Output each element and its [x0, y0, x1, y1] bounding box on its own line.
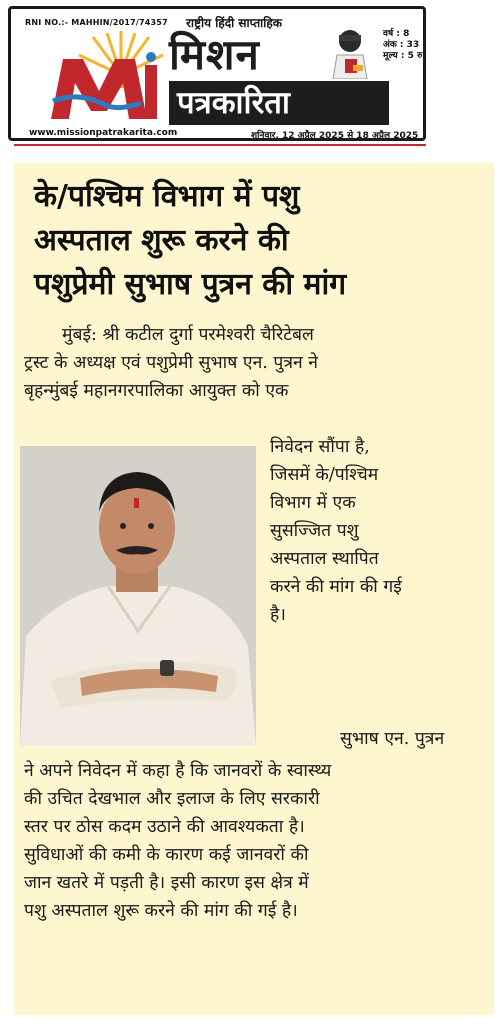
body-line: ने अपने निवेदन में कहा है कि जानवरों के स्वास्थ्य [24, 761, 332, 781]
masthead-divider [14, 144, 426, 146]
paragraph-2-side [340, 725, 490, 753]
news-article [14, 163, 494, 1015]
issue-number: अंक : 33 [383, 40, 420, 50]
paragraph-1-side [270, 433, 490, 629]
body-line: मुंबई: श्री कटील दुर्गा परमेश्वरी चैरिटेबल [62, 325, 314, 345]
issue-year: वर्ष : 8 [383, 29, 410, 39]
masthead [8, 6, 426, 141]
body-line: स्तर पर ठोस कदम उठाने की आवश्यकता है। [24, 817, 305, 837]
m-logo-icon [49, 51, 161, 121]
body-line: पशु अस्पताल शुरू करने की मांग की गई है। [24, 901, 298, 921]
rni-number: RNI NO.:- MAHHIN/2017/74357 [25, 18, 168, 27]
paragraph-2 [24, 757, 488, 925]
headline-line: पशुप्रेमी सुभाष पुत्रन की मांग [34, 267, 347, 302]
body-word: निवेदन सौंपा है, [270, 437, 370, 457]
paragraph-1-top [24, 321, 488, 405]
body-line: सुसज्जित पशु [270, 521, 359, 541]
person-photo [20, 446, 256, 746]
body-line: की उचित देखभाल और इलाज के लिए सरकारी [24, 789, 320, 809]
person-portrait-icon [20, 446, 256, 746]
title-patrakarita: पत्रकारिता [169, 81, 389, 125]
body-line: जिसमें के/पश्चिम [270, 465, 379, 485]
issue-date: शनिवार, 12 अप्रैल 2025 से 18 अप्रैल 2025 [251, 131, 419, 141]
body-line: सुभाष एन. पुत्रन [340, 729, 445, 749]
headline-line: अस्पताल शुरू करने की [34, 223, 289, 258]
body-line: है। [270, 605, 286, 625]
weekly-label: राष्ट्रीय हिंदी साप्ताहिक [186, 16, 282, 30]
body-line: अस्पताल स्थापित [270, 549, 379, 569]
body-line: करने की मांग की गई [270, 577, 402, 597]
website-link[interactable]: www.missionpatrakarita.com [29, 128, 178, 138]
title-mission: मिशन [169, 30, 260, 79]
reporter-mascot-icon [329, 27, 371, 79]
headline-line: के/पश्चिम विभाग में पशु [34, 179, 300, 214]
body-line: ट्रस्ट के अध्यक्ष एवं पशुप्रेमी सुभाष एन. पुत्रन ने [24, 353, 318, 373]
issue-price: मूल्य : 5 रु. [383, 51, 426, 61]
article-headline [34, 175, 494, 307]
body-line [270, 433, 490, 461]
body-line: विभाग में एक [270, 493, 356, 513]
body-line: जान खतरे में पड़ती है। इसी कारण इस क्षेत्र में [24, 873, 309, 893]
issue-info [383, 29, 426, 62]
body-line: सुविधाओं की कमी के कारण कई जानवरों की [24, 845, 309, 865]
body-line: बृहन्मुंबई महानगरपालिका आयुक्त को एक [24, 381, 289, 401]
